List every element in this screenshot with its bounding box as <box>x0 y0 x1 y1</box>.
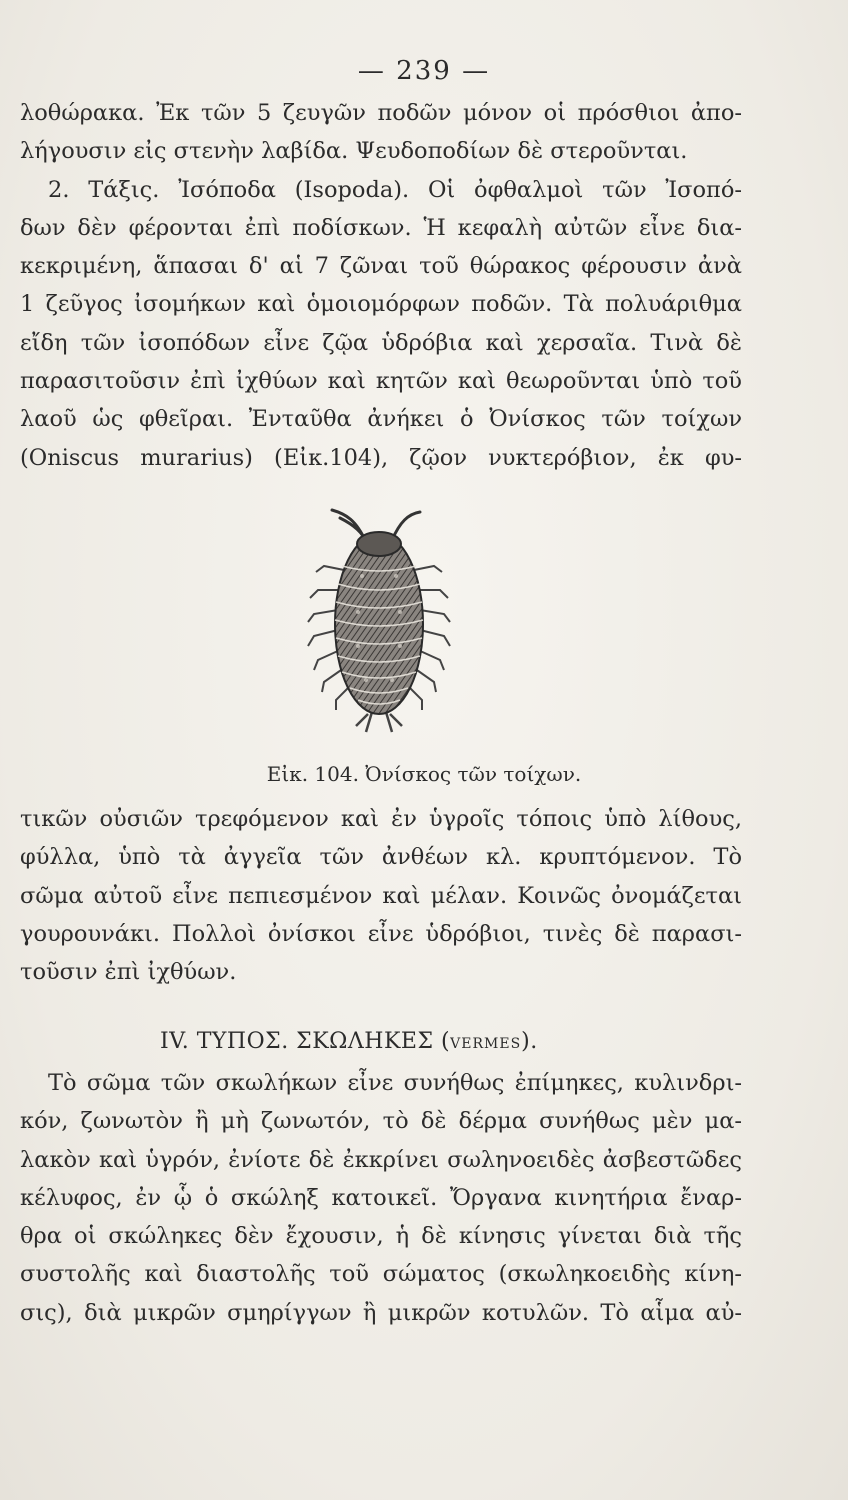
text-line: (Oniscus murarius) (Εἰκ.104), ζῷον νυκτερόβιον, ἐκ φυ- <box>20 444 742 471</box>
paragraph-oniscus <box>20 800 742 991</box>
text-line: 1 ζεῦγος ἰσομήκων καὶ ὁμοιομόρφων ποδῶν. Τὰ πολυάριθμα <box>20 291 742 318</box>
text-line: παρασιτοῦσιν ἐπὶ ἰχθύων καὶ κητῶν καὶ θεωροῦνται ὑπὸ τοῦ <box>20 368 742 395</box>
text-line: κόν, ζωνωτὸν ἢ μὴ ζωνωτόν, τὸ δὲ δέρμα συνήθως μὲν μα- <box>20 1108 742 1135</box>
text-line: Τὸ σῶμα τῶν σκωλήκων εἶνε συνήθως ἐπίμηκες, κυλινδρι- <box>48 1070 742 1096</box>
section-heading <box>160 1022 760 1062</box>
text-line: 2. Τάξις. Ἰσόποδα (Isopoda). Οἱ ὀφθαλμοὶ τῶν Ἰσοπό- <box>48 176 742 203</box>
heading-paren-close: ). <box>521 1029 538 1054</box>
text-line: εἴδη τῶν ἰσοπόδων εἶνε ζῷα ὑδρόβια καὶ χερσαῖα. Τινὰ δὲ <box>20 329 742 356</box>
text-line: φύλλα, ὑπὸ τὰ ἀγγεῖα τῶν ἀνθέων κλ. κρυπτόμενον. Τὸ <box>20 844 742 871</box>
text-line: κεκριμένη, ἅπασαι δ' αἱ 7 ζῶναι τοῦ θώρακος φέρουσιν ἀνὰ <box>20 253 742 280</box>
heading-latin: VERMES <box>450 1036 522 1052</box>
text-line: σῶμα αὐτοῦ εἶνε πεπιεσμένον καὶ μέλαν. Κοινῶς ὀνομάζεται <box>20 882 742 909</box>
figure-caption: Εἰκ. 104. Ὀνίσκος τῶν τοίχων. <box>266 762 582 786</box>
heading-main: IV. ΤΥΠΟΣ. ΣΚΩΛΗΚΕΣ <box>160 1029 434 1054</box>
woodlouse-illustration <box>296 500 468 750</box>
text-line: σις), διὰ μικρῶν σμηρίγγων ἢ μικρῶν κοτυλῶν. Τὸ αἷμα αὐ- <box>20 1299 742 1326</box>
paragraph-isopoda <box>20 94 742 477</box>
page-number: — 239 — <box>357 56 491 86</box>
text-line: γουρουνάκι. Πολλοὶ ὀνίσκοι εἶνε ὑδρόβιοι, τινὲς δὲ παρασι- <box>20 920 742 947</box>
text-line: τοῦσιν ἐπὶ ἰχθύων. <box>20 959 237 986</box>
text-line: θρα οἱ σκώληκες δὲν ἔχουσιν, ἡ δὲ κίνησις γίνεται διὰ τῆς <box>20 1223 742 1250</box>
text-line: λήγουσιν εἰς στενὴν λαβίδα. Ψευδοποδίων δὲ στεροῦνται. <box>20 138 688 165</box>
text-line: συστολῆς καὶ διαστολῆς τοῦ σώματος (σκωληκοειδὴς κίνη- <box>20 1261 742 1288</box>
paragraph-worms <box>20 1064 742 1332</box>
heading-paren-open: ( <box>441 1029 451 1054</box>
text-line: δων δὲν φέρονται ἐπὶ ποδίσκων. Ἡ κεφαλὴ αὐτῶν εἶνε δια- <box>20 214 742 241</box>
text-line: τικῶν οὐσιῶν τρεφόμενον καὶ ἐν ὑγροῖς τόποις ὑπὸ λίθους, <box>20 806 742 832</box>
text-line: λακὸν καὶ ὑγρόν, ἐνίοτε δὲ ἐκκρίνει σωληνοειδὲς ἀσβεστῶδες <box>20 1146 742 1173</box>
text-line: κέλυφος, ἐν ᾧ ὁ σκώληξ κατοικεῖ. Ὄργανα κινητήρια ἔναρ- <box>20 1184 742 1211</box>
text-line: λοθώρακα. Ἐκ τῶν 5 ζευγῶν ποδῶν μόνον οἱ πρόσθιοι ἀπο- <box>20 100 742 126</box>
text-line: λαοῦ ὡς φθεῖραι. Ἐνταῦθα ἀνήκει ὁ Ὀνίσκος τῶν τοίχων <box>20 406 742 433</box>
